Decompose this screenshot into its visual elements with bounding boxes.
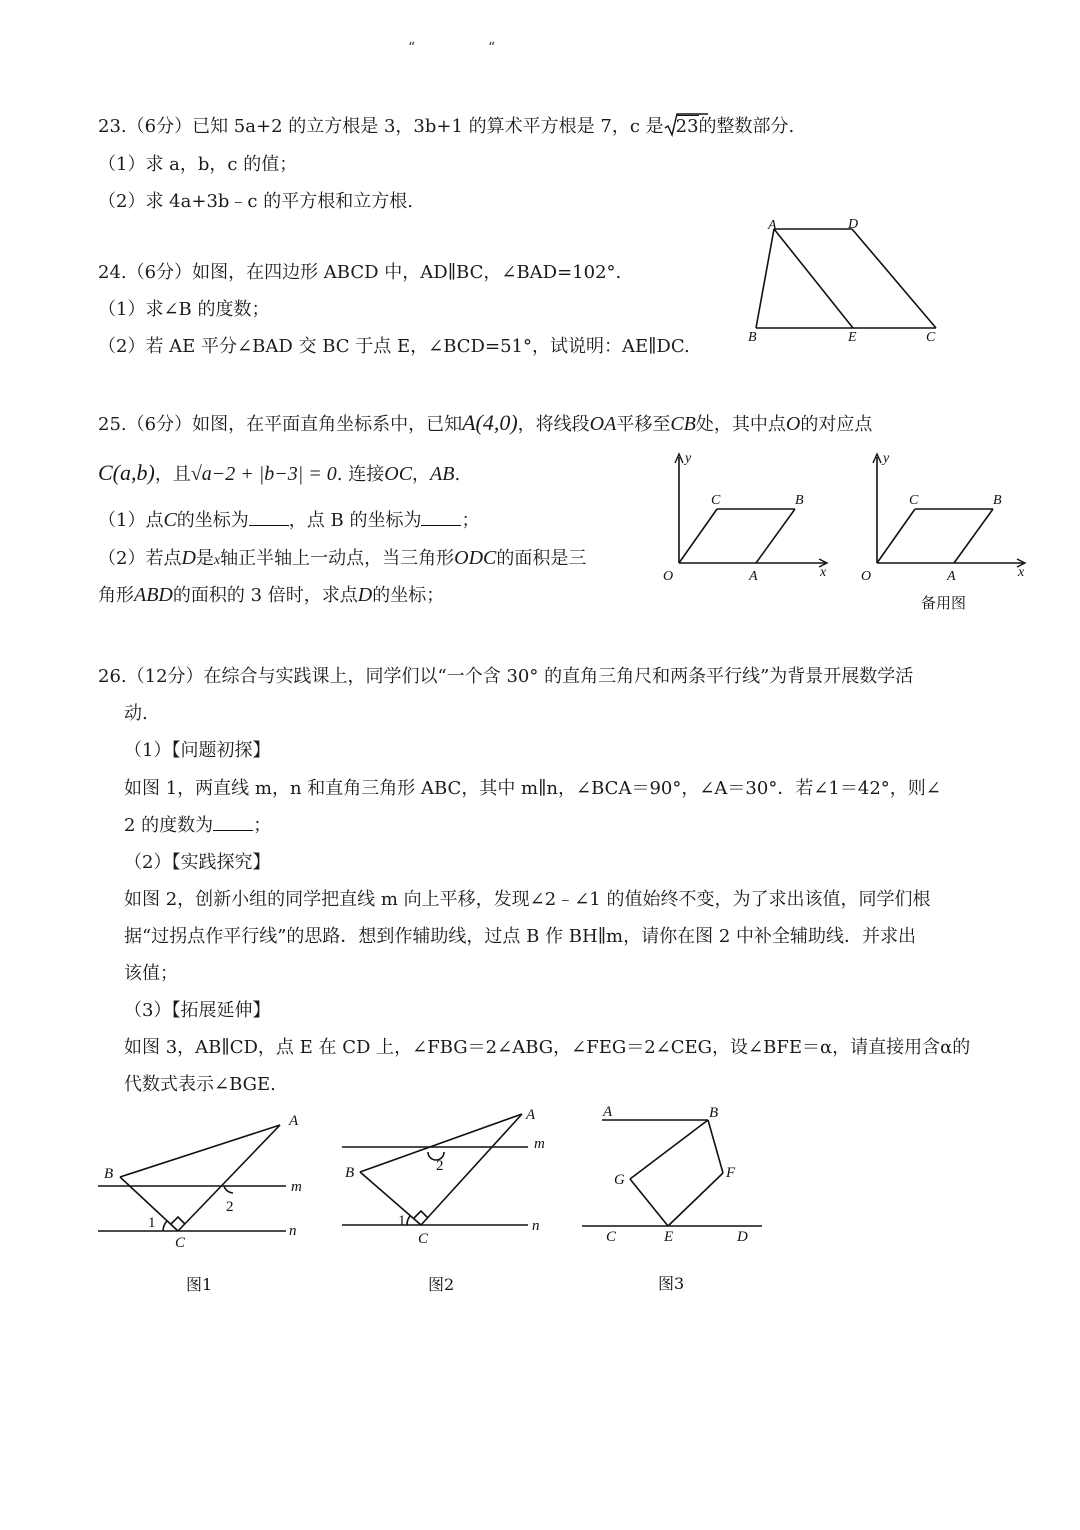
fig1-label-2: 2 <box>226 1199 234 1215</box>
q26-s1-b-pre: 2 的度数为 <box>124 815 214 836</box>
right-angle-mark <box>414 1211 428 1218</box>
q25-blank-B <box>421 511 461 526</box>
seg-BF <box>708 1120 723 1173</box>
header-quote-left: “ <box>408 40 416 56</box>
q25-p1-text-d: ； <box>461 510 480 531</box>
fig1-caption: 图1 <box>186 1275 213 1294</box>
q25-p2-D: D <box>181 547 196 569</box>
q23-sqrt-radicand: 23 <box>675 116 699 137</box>
q26-figure-2 <box>340 1100 560 1295</box>
label-B: B <box>993 493 1002 508</box>
angle-1-arc <box>407 1216 410 1225</box>
spare-seg-BA <box>954 509 993 563</box>
q26-line1: 26.（12分）在综合与实践课上，同学们以“一个含 30° 的直角三角尺和两条平行线”为背景开展数学活 <box>98 666 914 687</box>
q26-figure-3 <box>578 1100 768 1295</box>
q23-text-pre: 23.（6分）已知 5a+2 的立方根是 3，3b+1 的算术平方根是 7，c 是 <box>98 116 664 137</box>
q25-line2 <box>98 460 460 486</box>
q26-s3-text-b: 代数式表示∠BGE. <box>124 1074 276 1095</box>
q25-seg-CB: CB <box>670 413 696 435</box>
seg-GE <box>630 1179 668 1226</box>
label-y: y <box>685 451 692 466</box>
q23-text-post: 的整数部分. <box>698 116 795 137</box>
spare-seg-OC <box>877 509 915 563</box>
q25-figure-main <box>655 445 845 595</box>
header-quote-right: “ <box>488 40 496 56</box>
q25-text-5: 的对应点 <box>800 414 873 435</box>
q23-sqrt <box>664 116 699 137</box>
q24-label-B: B <box>748 330 757 345</box>
q24-line1: 24.（6分）如图，在四边形 ABCD 中，AD∥BC，∠BAD=102°. <box>98 262 622 283</box>
q26-s1-title: （1）【问题初探】 <box>124 740 271 761</box>
q25-point-O: O <box>785 413 801 435</box>
q25-line1 <box>98 410 872 436</box>
fig3-label-G: G <box>614 1172 625 1188</box>
q25-point-A: A(4,0) <box>462 410 518 435</box>
q25-p2-ABD: ABD <box>134 584 173 606</box>
q26-s3-title: （3）【拓展延伸】 <box>124 1000 271 1021</box>
q25-p2-x: x <box>213 553 221 568</box>
fig3-label-A: A <box>603 1104 613 1120</box>
q25-sep: ， <box>412 464 431 485</box>
seg-BG <box>630 1120 708 1179</box>
q25-p2-text-f: 的面积的 3 倍时，求点 <box>172 585 358 606</box>
spare-caption: 备用图 <box>921 594 967 612</box>
q25-seg-BA-line <box>756 509 795 563</box>
q25-text-2: ，将线段 <box>517 414 590 435</box>
q25-seg-OC-line <box>679 509 717 563</box>
fig1-label-m: m <box>291 1179 302 1195</box>
label-A: A <box>749 569 758 584</box>
fig1-label-1: 1 <box>148 1215 156 1231</box>
fig3-label-C: C <box>606 1229 617 1245</box>
q24-seg-AB <box>756 229 774 328</box>
angle-1-arc <box>163 1221 167 1231</box>
q25-expression: √a−2 + |b−3| = 0 <box>190 463 337 485</box>
fig2-label-C: C <box>418 1231 429 1247</box>
q25-p2-text-a: （2）若点 <box>98 548 182 569</box>
q26-figure-1 <box>96 1105 316 1295</box>
fig3-label-F: F <box>726 1165 736 1181</box>
q24-label-D: D <box>848 217 859 232</box>
q25-p2-D2: D <box>357 584 373 606</box>
q25-text-1: 25.（6分）如图，在平面直角坐标系中，已知 <box>98 414 463 435</box>
label-x: x <box>1018 565 1025 580</box>
q24-seg-AE <box>774 229 853 328</box>
seg-FE <box>668 1173 723 1226</box>
fig2-caption: 图2 <box>428 1275 455 1294</box>
q25-text-3: 平移至 <box>616 414 671 435</box>
q25-blank-C <box>249 511 289 526</box>
fig2-label-2: 2 <box>436 1158 444 1174</box>
fig1-label-A: A <box>289 1113 299 1129</box>
label-y: y <box>883 451 890 466</box>
q25-p1-text-b: 的坐标为 <box>176 510 249 531</box>
sqrt-sign-icon <box>664 113 678 139</box>
fig2-label-B: B <box>345 1165 355 1181</box>
label-C: C <box>711 493 721 508</box>
q23-part1: （1）求 a，b，c 的值； <box>98 154 298 175</box>
q25-figure-spare <box>853 445 1043 615</box>
label-C: C <box>909 493 919 508</box>
seg-BC <box>360 1172 421 1225</box>
q26-s1-text-b <box>124 811 271 837</box>
q25-dot: . <box>454 464 461 485</box>
q25-part2-line1 <box>98 544 586 570</box>
q24-figure <box>740 215 950 350</box>
label-x: x <box>820 565 827 580</box>
q26-blank <box>213 816 253 831</box>
fig2-label-1: 1 <box>398 1213 406 1229</box>
q25-text-4: 处，其中点 <box>695 414 786 435</box>
q25-part1 <box>98 506 479 532</box>
q24-label-A: A <box>768 218 777 233</box>
q25-seg-AB: AB <box>430 463 455 485</box>
label-O: O <box>663 569 674 584</box>
label-A: A <box>947 569 956 584</box>
q25-p1-C: C <box>163 509 177 531</box>
fig3-label-D: D <box>737 1229 748 1245</box>
q25-p2-text-c: 轴正半轴上一动点，当三角形 <box>220 548 455 569</box>
fig2-label-n: n <box>532 1218 540 1234</box>
q26-s2-text-c: 该值； <box>124 963 178 984</box>
q26-s2-text-a: 如图 2，创新小组的同学把直线 m 向上平移，发现∠2﹣∠1 的值始终不变，为了求出该值，同学们根 <box>124 889 931 910</box>
q26-s1-b-post: ； <box>253 815 272 836</box>
angle-2-arc <box>224 1186 233 1193</box>
q26-line2: 动. <box>124 703 148 724</box>
q25-p1-text-c: ，点 B 的坐标为 <box>288 510 422 531</box>
q25-part2-line2 <box>98 581 444 607</box>
q23-line1 <box>98 112 794 138</box>
q24-part2: （2）若 AE 平分∠BAD 交 BC 于点 E，∠BCD=51°，试说明：AE∥DC. <box>98 336 690 357</box>
q24-label-C: C <box>926 330 936 345</box>
q25-seg-OC: OC <box>384 463 413 485</box>
q25-text-6: ，且 <box>154 464 191 485</box>
q26-s2-title: （2）【实践探究】 <box>124 852 271 873</box>
q26-s3-text-a: 如图 3，AB∥CD，点 E 在 CD 上，∠FBG＝2∠ABG，∠FEG＝2∠CEG，设∠BFE＝α，请直接用含α的 <box>124 1037 971 1058</box>
fig3-caption: 图3 <box>658 1274 685 1293</box>
fig1-label-C: C <box>175 1235 186 1251</box>
q26-s1-text-a: 如图 1，两直线 m，n 和直角三角形 ABC，其中 m∥n，∠BCA＝90°，∠A＝30°．若∠1＝42°，则∠ <box>124 778 941 799</box>
fig1-label-B: B <box>104 1166 114 1182</box>
q25-seg-OA: OA <box>589 413 617 435</box>
q24-part1: （1）求∠B 的度数； <box>98 299 270 320</box>
q25-p2-text-g: 的坐标； <box>372 585 445 606</box>
q25-p2-text-e: 角形 <box>98 585 134 606</box>
fig1-label-n: n <box>289 1223 297 1239</box>
q24-label-E: E <box>848 330 857 345</box>
fig3-label-B: B <box>709 1105 719 1121</box>
q25-p2-text-b: 是 <box>195 548 214 569</box>
q24-seg-DC <box>852 229 936 328</box>
fig2-label-A: A <box>526 1107 536 1123</box>
right-angle-mark <box>171 1217 185 1224</box>
q25-p2-text-d: 的面积是三 <box>496 548 587 569</box>
label-O: O <box>861 569 872 584</box>
q26-s2-text-b: 据“过拐点作平行线”的思路．想到作辅助线，过点 B 作 BH∥m，请你在图 2 中补全辅助线．并求出 <box>124 926 916 947</box>
fig3-label-E: E <box>664 1229 674 1245</box>
q23-part2: （2）求 4a+3b﹣c 的平方根和立方根. <box>98 191 413 212</box>
q25-text-7: . 连接 <box>336 464 385 485</box>
q25-p2-ODC: ODC <box>454 547 497 569</box>
q25-p1-text-a: （1）点 <box>98 510 164 531</box>
q25-point-C: C(a,b) <box>98 460 155 485</box>
fig2-label-m: m <box>534 1136 545 1152</box>
label-B: B <box>795 493 804 508</box>
